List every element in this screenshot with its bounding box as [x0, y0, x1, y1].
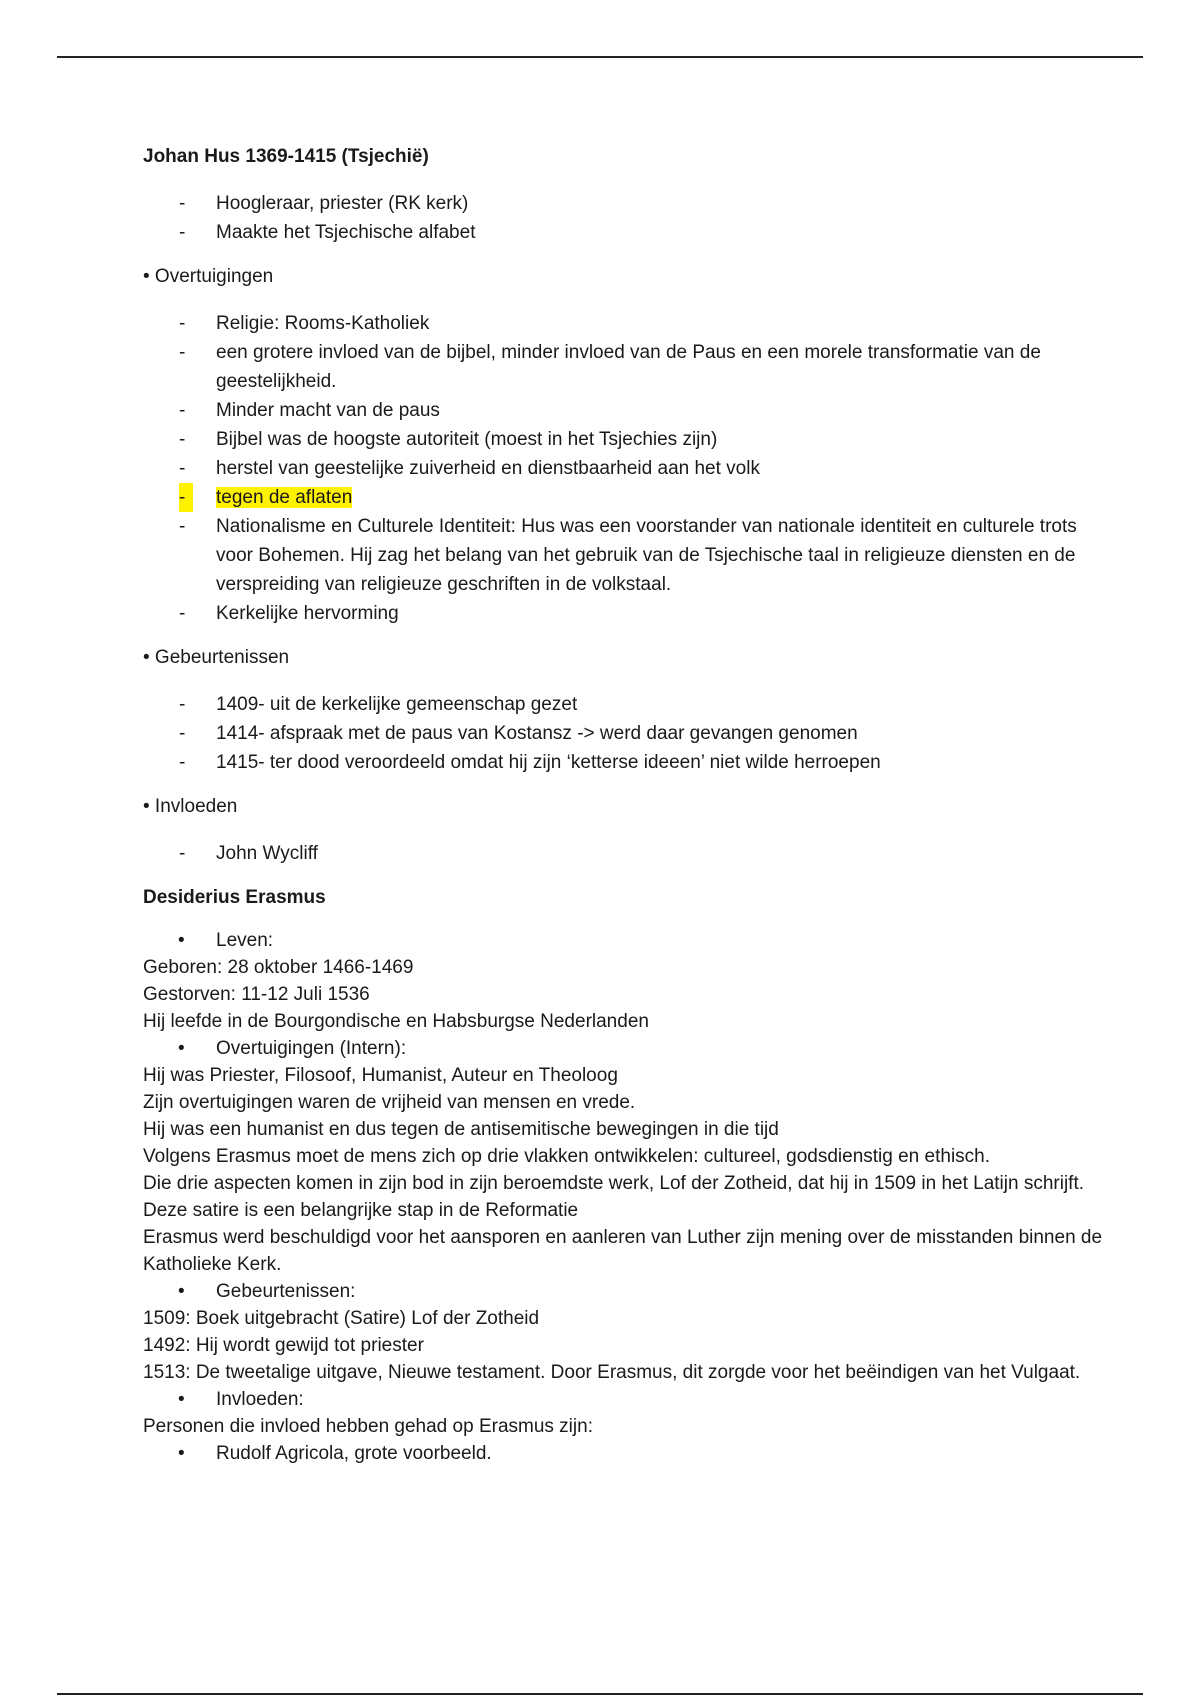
- dash-marker: -: [179, 723, 186, 744]
- bullet-marker: •: [178, 1389, 185, 1410]
- spacer: [143, 912, 1103, 927]
- hus-invloeden-list: [143, 839, 1103, 868]
- hus-gebeurtenissen-list: [143, 690, 1103, 777]
- list-item: - Religie: Rooms-Katholiek: [143, 309, 1103, 338]
- dash-marker: -: [179, 342, 186, 363]
- hus-gebeurtenissen-heading: • Gebeurtenissen: [143, 647, 290, 668]
- list-item: - een grotere invloed van de bijbel, minder invloed van de Paus en een morele transformatie van de geestelijkheid.: [143, 338, 1103, 396]
- bullet-marker: •: [178, 1281, 185, 1302]
- text-line: Volgens Erasmus moet de mens zich op drie vlakken ontwikkelen: cultureel, godsdienstig en ethisch.: [143, 1146, 991, 1167]
- text-line: Die drie aspecten komen in zijn bod in zijn beroemdste werk, Lof der Zotheid, dat hij in 1509 in het Latijn schrijft. Deze satire is een belangrijke stap in de Reformatie: [143, 1173, 1085, 1221]
- hus-invloeden-heading: • Invloeden: [143, 796, 238, 817]
- dash-marker: -: [179, 458, 186, 479]
- dash-marker: -: [179, 429, 186, 450]
- list-item: - 1409- uit de kerkelijke gemeenschap gezet: [143, 690, 1103, 719]
- dash-marker: -: [179, 313, 186, 334]
- text-line: Hij was Priester, Filosoof, Humanist, Auteur en Theoloog: [143, 1065, 618, 1086]
- erasmus-overtuigingen-heading: • Overtuigingen (Intern):: [143, 1035, 1103, 1062]
- bottom-rule: [57, 1693, 1143, 1695]
- text-line: 1513: De tweetalige uitgave, Nieuwe testament. Door Erasmus, dit zorgde voor het beëindigen van het Vulgaat.: [143, 1362, 1081, 1383]
- text-line: Gestorven: 11-12 Juli 1536: [143, 984, 370, 1005]
- list-item: - Minder macht van de paus: [143, 396, 1103, 425]
- list-item: - Hoogleraar, priester (RK kerk): [143, 189, 1103, 218]
- hus-intro-list: [143, 189, 1103, 247]
- highlighted-list-item: - tegen de aflaten: [143, 483, 1103, 512]
- dash-marker: -: [179, 222, 186, 243]
- dash-marker: -: [179, 400, 186, 421]
- section-title-hus: Johan Hus 1369-1415 (Tsjechië): [143, 146, 429, 167]
- bullet-marker: •: [178, 930, 185, 951]
- bullet-marker: •: [178, 1038, 185, 1059]
- erasmus-leven-heading: • Leven:: [143, 927, 1103, 954]
- list-item: - herstel van geestelijke zuiverheid en dienstbaarheid aan het volk: [143, 454, 1103, 483]
- text-line: Zijn overtuigingen waren de vrijheid van mensen en vrede.: [143, 1092, 636, 1113]
- list-item: - John Wycliff: [143, 839, 1103, 868]
- bullet-marker: •: [178, 1443, 185, 1464]
- section-title-erasmus: Desiderius Erasmus: [143, 887, 326, 908]
- dash-marker: -: [179, 483, 193, 512]
- dash-marker: -: [179, 752, 186, 773]
- erasmus-invloeden-heading: • Invloeden:: [143, 1386, 1103, 1413]
- list-item: - 1414- afspraak met de paus van Kostansz -> werd daar gevangen genomen: [143, 719, 1103, 748]
- list-item: • Rudolf Agricola, grote voorbeeld.: [143, 1440, 1103, 1467]
- dash-marker: -: [179, 694, 186, 715]
- list-item: - Nationalisme en Culturele Identiteit: Hus was een voorstander van nationale identiteit en culturele trots voor Bohemen. Hij zag het belang van het gebruik van de Tsjechische taal in religieuze diensten en de verspreiding van religieuze geschriften in de volkstaal.: [143, 512, 1103, 599]
- dash-marker: -: [179, 603, 186, 624]
- hus-overtuigingen-heading: • Overtuigingen: [143, 266, 274, 287]
- text-line: 1509: Boek uitgebracht (Satire) Lof der Zotheid: [143, 1308, 540, 1329]
- dash-marker: -: [179, 843, 186, 864]
- text-line: Geboren: 28 oktober 1466-1469: [143, 957, 414, 978]
- text-line: Personen die invloed hebben gehad op Erasmus zijn:: [143, 1416, 593, 1437]
- hus-overtuigingen-list: [143, 309, 1103, 628]
- text-line: 1492: Hij wordt gewijd tot priester: [143, 1335, 424, 1356]
- list-item: - Maakte het Tsjechische alfabet: [143, 218, 1103, 247]
- dash-marker: -: [179, 193, 186, 214]
- document-body: [143, 143, 1103, 1467]
- list-item: - Bijbel was de hoogste autoriteit (moest in het Tsjechies zijn): [143, 425, 1103, 454]
- dash-marker: -: [179, 516, 186, 537]
- text-line: Erasmus werd beschuldigd voor het aansporen en aanleren van Luther zijn mening over de misstanden binnen de Katholieke Kerk.: [143, 1227, 1103, 1275]
- erasmus-gebeurtenissen-heading: • Gebeurtenissen:: [143, 1278, 1103, 1305]
- list-item: - 1415- ter dood veroordeeld omdat hij zijn ‘ketterse ideeen’ niet wilde herroepen: [143, 748, 1103, 777]
- list-item: - Kerkelijke hervorming: [143, 599, 1103, 628]
- top-rule: [57, 56, 1143, 58]
- text-line: Hij leefde in de Bourgondische en Habsburgse Nederlanden: [143, 1011, 649, 1032]
- text-line: Hij was een humanist en dus tegen de antisemitische bewegingen in die tijd: [143, 1119, 779, 1140]
